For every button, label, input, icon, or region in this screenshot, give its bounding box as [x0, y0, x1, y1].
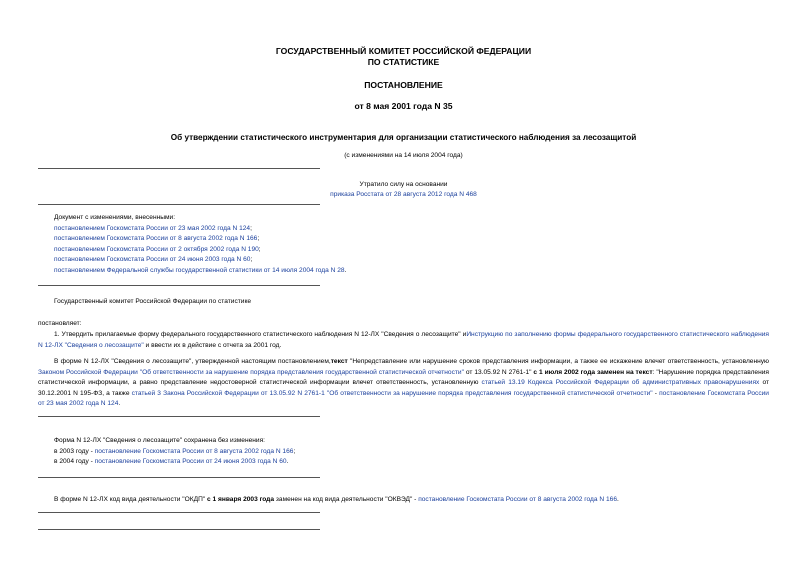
resolves-label: постановляет: [38, 320, 82, 327]
resolution-link-166-okved[interactable]: постановление Госкомстата России от 8 августа 2002 года N 166 [418, 496, 617, 503]
paragraph-okved: В форме N 12-ЛХ код вида деятельности "ОКДП" с 1 января 2003 года заменен на код вида деятельности "ОКВЭД" - постановление Госкомстата России от 8 августа 2002 года N 166. [54, 496, 619, 503]
law-article-link[interactable]: статьей 3 Закона Российской Федерации от 13.05.92 N 2761-1 "Об ответственности за нарушение порядка представления государственной статистической отчетности" [131, 389, 653, 397]
document-date: от 8 мая 2001 года N 35 [354, 101, 453, 111]
amendment-item: постановлением Федеральной службы государственной статистики от 14 июля 2004 года N 28. [54, 266, 347, 274]
invalid-notice-link-row [0, 190, 807, 201]
divider [38, 416, 320, 417]
paragraph-1: 1. Утвердить прилагаемые форму федерального государственного статистического наблюдения N 12-ЛХ "Сведения о лесозащите" иИнструкцию по заполнению формы федерального государственного статистического наблюдения N 12-ЛХ "Сведения о лесозащите" и ввести их в действие с отчета за 2001 год. [38, 331, 769, 349]
amendment-item: постановлением Госкомстата России от 24 июня 2003 года N 60; [54, 256, 253, 263]
form-unchanged-heading: Форма N 12-ЛХ "Сведения о лесозащите" сохранена без изменения: [54, 437, 265, 444]
amendment-link-1[interactable]: постановлением Госкомстата России от 23 мая 2002 года N 124 [54, 224, 251, 232]
form-unchanged-row: в 2003 году - постановление Госкомстата России от 8 августа 2002 года N 166; [54, 447, 296, 455]
form-unchanged-block [54, 436, 774, 468]
paragraph-2: В форме N 12-ЛХ "Сведения о лесозащите", утвержденной настоящим постановлением,текст "Непредставление или нарушение сроков представления информации, а также ее искажение влечет ответственность, установленную Законом Российской Федерации "Об ответственности за нарушение порядка представления государственной статистической отчетности" от 13.05.92 N 2761-1" с 1 июля 2002 года заменен на текст: "Нарушение порядка представления статистической информации, а равно представление недостоверной статистической информации влечет ответственность, установленную статьей 13.19 Кодекса Российской Федерации об административных правонарушениях от 30.12.2001 N 195-ФЗ, а также статьей 3 Закона Российской Федерации от 13.05.92 N 2761-1 "Об ответственности за нарушение порядка представления государственной статистической отчетности" - постановление Госкомстата России от 23 мая 2002 года N 124. [38, 358, 770, 407]
divider [38, 512, 320, 513]
org-name-line1: ГОСУДАРСТВЕННЫЙ КОМИТЕТ РОССИЙСКОЙ ФЕДЕРАЦИИ [275, 46, 532, 56]
code-article-link[interactable]: статьей 13.19 Кодекса Российской Федерации об административных правонарушениях [481, 379, 760, 386]
invalid-notice: Утратило силу на основании [359, 181, 448, 188]
resolution-link-124[interactable]: постановление Госкомстата России от 23 мая 2002 года N 124 [38, 389, 769, 407]
instruction-link[interactable]: Инструкцию по заполнению формы федерального государственного статистического наблюдения N 12-ЛХ "Сведения о лесозащите" [38, 331, 769, 349]
changes-note: (с изменениями на 14 июля 2004 года) [344, 152, 463, 159]
amendment-item: постановлением Госкомстата России от 8 августа 2002 года N 166; [54, 235, 260, 242]
amendment-link-5[interactable]: постановлением Федеральной службы государственной статистики от 14 июля 2004 года N 28 [54, 266, 345, 274]
amendments-block [54, 213, 794, 276]
divider [38, 285, 320, 286]
form-unchanged-row: в 2004 году - постановление Госкомстата России от 24 июня 2003 года N 60. [54, 458, 289, 465]
amendment-link-4[interactable]: постановлением Госкомстата России от 24 июня 2003 года N 60 [54, 256, 251, 263]
divider [38, 477, 320, 478]
resolution-link-60[interactable]: постановление Госкомстата России от 24 июня 2003 года N 60 [94, 458, 287, 465]
resolution-link-166[interactable]: постановление Госкомстата России от 8 августа 2002 года N 166 [94, 447, 294, 455]
divider [38, 168, 320, 169]
org-name-line2: ПО СТАТИСТИКЕ [367, 57, 440, 67]
amendment-link-2[interactable]: постановлением Госкомстата России от 8 августа 2002 года N 166 [54, 235, 258, 242]
divider [38, 529, 320, 530]
document-title: Об утверждении статистического инструментария для организации статистического наблюдения за лесозащитой [170, 133, 637, 142]
committee-name: Государственный комитет Российской Федерации по статистике [54, 298, 252, 305]
amendment-item: постановлением Госкомстата России от 2 октября 2002 года N 190; [54, 245, 261, 253]
amendments-heading: Документ с изменениями, внесенными: [54, 214, 176, 221]
invalidating-order-link[interactable]: приказа Росстата от 28 августа 2012 года N 468 [330, 191, 477, 198]
divider [38, 204, 320, 205]
amendment-item: постановлением Госкомстата России от 23 мая 2002 года N 124; [54, 224, 252, 232]
law-link[interactable]: Законом Российской Федерации "Об ответственности за нарушение порядка представления государственной статистической отчетности" [38, 368, 464, 376]
document-type: ПОСТАНОВЛЕНИЕ [364, 80, 443, 90]
amendment-link-3[interactable]: постановлением Госкомстата России от 2 октября 2002 года N 190 [54, 245, 259, 253]
